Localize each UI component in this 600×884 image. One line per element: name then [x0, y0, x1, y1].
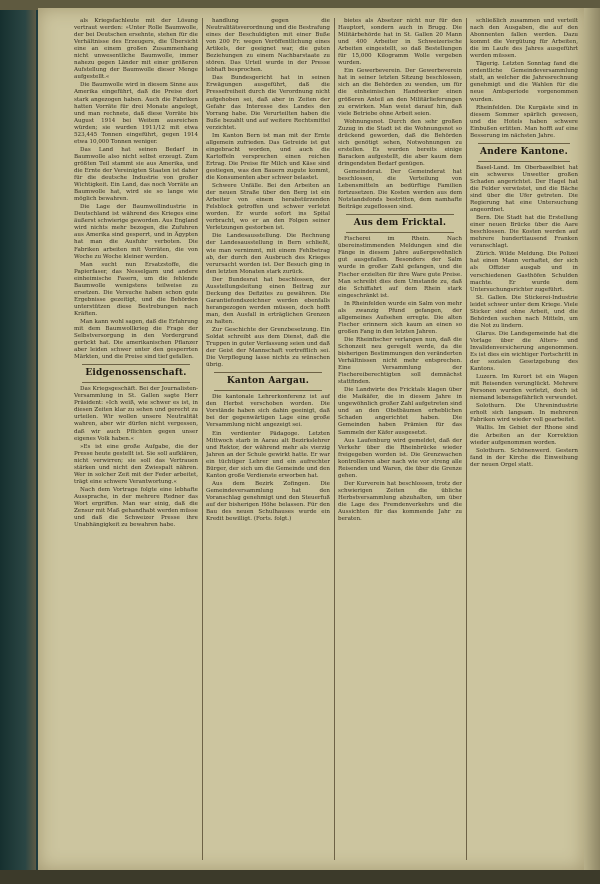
article-paragraph: bietes als Absetzer nicht nur für den Hauptort, sondern auch in Brugg. Die Militärbehörde hat in St. Gallen 20 Mann und 400 Arbeiter in Schweizerische Arbeiten eingestellt, so daß Bestellungen für 15,000 Kilogramm Wolle vergeben wurden.	[338, 18, 462, 67]
article-paragraph: Schwere Unfälle. Bei den Arbeiten an der neuen Straße über den Berg ist ein Arbeiter von einem herabstürzenden Felsblock getroffen und schwer verletzt worden. Er wurde sofort ins Spital verbracht, wo er an den Folgen seiner Verletzungen gestorben ist.	[206, 183, 330, 232]
section-divider	[346, 232, 454, 233]
newspaper-page	[38, 8, 584, 870]
article-paragraph: Die Lage der Baumwollindustrie in Deutschland ist während des Krieges eine äußerst schwierige geworden. Aus England wird nichts mehr bezogen, die Zufuhren aus Amerika sind gesperrt, und in Ägypten hat man die Ausfuhr verboten. Die Fabriken arbeiten mit Vorräten, die von Woche zu Woche kleiner werden.	[74, 204, 198, 260]
article-paragraph: Der Bundesrat hat beschlossen, der Ausstellungsleitung einen Beitrag zur Deckung des Defizites zu gewähren. Die Garantiefondszeichner werden ebenfalls herangezogen werden müssen, doch hofft man, den Ausfall in erträglichen Grenzen zu halten.	[206, 276, 330, 325]
article-paragraph: Luzern. Im Kurort ist ein Wagen mit Reisenden verunglückt. Mehrere Personen wurden verletzt, doch ist niemand lebensgefährlich verwundet.	[470, 374, 578, 402]
section-divider	[82, 382, 190, 383]
article-paragraph: »Es ist eine große Aufgabe, die der Presse heute gestellt ist. Sie soll aufklären, nicht verwirren; sie soll das Vertrauen stärken und nicht den Zwiespalt nähren. Wer in solcher Zeit mit der Feder arbeitet, trägt eine schwere Verantwortung.«	[74, 443, 198, 485]
page-right-edge	[584, 8, 600, 870]
column-rule	[202, 18, 203, 860]
article-paragraph: Ein Gewerbeverein. Der Gewerbeverein hat in seiner letzten Sitzung beschlossen, sich an die Behörden zu wenden, um für die einheimischen Handwerker einen größeren Anteil an den Militärlieferungen zu erwirken. Man weist darauf hin, daß viele Betriebe ohne Arbeit seien.	[338, 68, 462, 117]
article-paragraph: Bern. Die Stadt hat die Erstellung einer neuen Brücke über die Aare beschlossen. Die Kosten werden auf mehrere hunderttausend Franken veranschlagt.	[470, 215, 578, 250]
article-paragraph: Das Kriegsgeschäft. Bei der Journalisten-Versammlung in St. Gallen sagte Herr Präsident: »Ich weiß, wie schwer es ist, in diesen Zeiten klar zu sehen und gerecht zu urteilen. Wir wollen unsere Neutralität wahren, aber wir dürfen nicht vergessen, daß wir auch Pflichten gegen unser eigenes Volk haben.«	[74, 386, 198, 442]
article-paragraph: Rheinfelden. Die Kurgäste sind in diesem Sommer spärlich gewesen, und die Hotels haben schwere Einbußen erlitten. Man hofft auf eine Besserung im nächsten Jahre.	[470, 104, 578, 139]
article-paragraph: Wohnungsnot. Durch den sehr großen Zuzug in die Stadt ist die Wohnungsnot so drückend geworden, daß die Behörden sich genötigt sehen, Notwohnungen zu erstellen. Es wurden bereits einige Baracken aufgestellt, die aber kaum dem dringendsten Bedarf genügen.	[338, 118, 462, 167]
article-paragraph: Glarus. Die Landsgemeinde hat die Vorlage über die Alters- und Invalidenversicherung angenommen. Es ist dies ein wichtiger Fortschritt in der sozialen Gesetzgebung des Kantons.	[470, 330, 578, 373]
column-rule	[334, 18, 335, 860]
article-paragraph: schließlich zusammen und verteilt nach den Ausgaben, die auf den Abonnenten fallen werden. Dazu kommt die Vergütung für Arbeiten, die im Laufe des Jahres ausgeführt werden müssen.	[470, 18, 578, 60]
article-paragraph: Man kann wohl sagen, daß die Erfahrung mit dem Baumwollkrieg die Frage der Selbstversorgung in den Vordergrund gerückt hat. Die amerikanischen Pflanzer aber leiden schwer unter den gesperrten Märkten, und die Preise sind tief gefallen.	[74, 318, 198, 361]
book-binding	[0, 0, 36, 884]
article-paragraph: handlung gegen die Neutralitätsverordnung und die Bestrafung eines der Beschuldigten mit einer Buße von 200 Fr. wegen Veröffentlichung eines Artikels, der geeignet war, die guten Beziehungen zu einem Nachbarstaate zu stören. Das Urteil wurde in der Presse lebhaft besprochen.	[206, 18, 330, 74]
text-column-1	[74, 18, 198, 860]
article-paragraph: Die Landwirte des Fricktals klagen über die Maikäfer, die in diesem Jahre in ungewöhnlich großer Zahl aufgetreten sind und an den Obstbäumen erheblichen Schaden angerichtet haben. Die Gemeinden haben Prämien für das Sammeln der Käfer ausgesetzt.	[338, 387, 462, 436]
article-paragraph: St. Gallen. Die Stickerei-Industrie leidet schwer unter dem Kriege. Viele Sticker sind ohne Arbeit, und die Behörden suchen nach Mitteln, um die Not zu lindern.	[470, 294, 578, 329]
article-paragraph: Das Bundesgericht hat in seinen Erwägungen ausgeführt, daß die Pressefreiheit durch die Verordnung nicht aufgehoben sei, daß aber in Zeiten der Gefahr das Interesse des Landes den Vorrang habe. Die Verurteilten haben die Buße bezahlt und auf weitere Rechtsmittel verzichtet.	[206, 75, 330, 131]
section-divider	[214, 372, 322, 373]
section-divider	[346, 214, 454, 215]
article-paragraph: Die Baumwolle wird in diesem Sinne aus Amerika eingeführt, daß die Preise dort stark angezogen haben. Auch die Fabriken hatten Vorräte für drei Monate angelegt, und man rechnete, daß diese Vorräte bis August 1914 bei Weitem ausreichen würden; sie wurden 1911/12 mit etwa 523,445 Tonnen eingeführt, gegen 1914 etwa 10,000 Tonnen weniger.	[74, 82, 198, 145]
article-paragraph: Basel-Land. Im Oberbaselbiet hat ein schweres Unwetter großen Schaden angerichtet. Der Hagel hat die Felder verwüstet, und die Bäche sind über die Ufer getreten. Die Regierung hat eine Untersuchung angeordnet.	[470, 164, 578, 214]
article-paragraph: Die kantonale Lehrerkonferenz ist auf den Herbst verschoben worden. Die Vorstände haben sich dahin geeinigt, daß bei der gegenwärtigen Lage eine große Versammlung nicht angezeigt sei.	[206, 394, 330, 429]
section-divider	[478, 143, 570, 144]
section-heading: Eidgenossenschaft.	[85, 368, 187, 379]
article-paragraph: Solothurn. Die Uhrenindustrie erholt sich langsam. In mehreren Fabriken wird wieder voll gearbeitet.	[470, 403, 578, 424]
article-paragraph: Zur Geschichte der Grenzbesetzung. Ein Soldat schreibt aus dem Dienst, daß die Truppen in guter Verfassung seien und daß der Geist der Mannschaft vortrefflich sei. Die Verpflegung lasse nichts zu wünschen übrig.	[206, 327, 330, 369]
article-paragraph: Ein verdienter Pädagoge. Letzten Mittwoch starb in Aarau alt Bezirkslehrer und Rektor, der während mehr als vierzig Jahren an der Schule gewirkt hatte. Er war ein tüchtiger Lehrer und ein aufrechter Bürger, der sich um die Gemeinde und den Kanton große Verdienste erworben hat.	[206, 430, 330, 479]
article-paragraph: Der Kurverein hat beschlossen, trotz der schwierigen Zeiten die übliche Herbstversammlung abzuhalten, um über die Lage des Fremdenverkehrs und die Aussichten für das kommende Jahr zu beraten.	[338, 480, 462, 523]
article-paragraph: Solothurn. Schönenwerd. Gestern fand in der Kirche die Einweihung der neuen Orgel statt.	[470, 447, 578, 468]
article-paragraph: Man sucht nun Ersatzstoffe, die Papierfaser, das Nesselgarn und andere einheimische Fasern, um die fehlende Baumwolle wenigstens teilweise zu ersetzen. Die Versuche haben schon gute Ergebnisse gezeitigt, und die Behörden unterstützen diese Bestrebungen nach Kräften.	[74, 261, 198, 317]
article-paragraph: Wallis. Im Gebiet der Rhone sind die Arbeiten an der Korrektion wieder aufgenommen worden.	[470, 425, 578, 446]
column-rule	[466, 18, 467, 860]
section-divider	[214, 390, 322, 391]
section-divider	[478, 161, 570, 162]
article-paragraph: Aus Laufenburg wird gemeldet, daß der Verkehr über die Rheinbrücke wieder freigegeben worden ist. Die Grenzwachen kontrollieren aber nach wie vor streng alle Reisenden und Waren, die über die Grenze gehen.	[338, 437, 462, 479]
article-paragraph: Fischerei im Rhein. Nach übereinstimmenden Meldungen sind die Fänge in diesem Jahre außergewöhnlich gut ausgefallen. Besonders der Salm wurde in großer Zahl gefangen, und die Fischer erzielten für ihre Ware gute Preise. Man schreibt dies dem Umstande zu, daß die Schiffahrt auf dem Rhein stark eingeschränkt ist.	[338, 236, 462, 299]
article-paragraph: In Rheinfelden wurde ein Salm von mehr als zwanzig Pfund gefangen, der allgemeines Aufsehen erregte. Die alten Fischer erinnern sich kaum an einen so großen Fang in den letzten Jahren.	[338, 300, 462, 335]
article-paragraph: Die Landesausstellung. Die Rechnung der Landesausstellung in Bern schließt, wie man vernimmt, mit einem Fehlbetrag ab, der durch den Ausbruch des Krieges verursacht worden ist. Der Besuch ging in den letzten Monaten stark zurück.	[206, 233, 330, 275]
section-heading: Aus dem Fricktal.	[353, 218, 447, 229]
article-paragraph: Die Rheinfischer verlangen nun, daß die Schonzeit neu geregelt werde, da die bisherigen Bestimmungen den veränderten Verhältnissen nicht mehr entsprechen. Eine Versammlung der Fischereiberechtigten soll demnächst stattfinden.	[338, 336, 462, 386]
article-paragraph: Zürich. Wilde Meldung. Die Polizei hat einen Mann verhaftet, der sich als Offizier ausgab und in verschiedenen Gasthöfen Schulden machte. Er wurde dem Untersuchungsrichter zugeführt.	[470, 251, 578, 293]
section-heading: Andere Kantone.	[480, 146, 568, 157]
text-column-4	[470, 18, 578, 860]
article-paragraph: Im Kanton Bern ist man mit der Ernte allgemein zufrieden. Das Getreide ist gut eingebracht worden, und auch die Kartoffeln versprechen einen reichen Ertrag. Die Preise für Milch und Käse sind gestiegen, was den Bauern zugute kommt, die Konsumenten aber schwer belastet.	[206, 132, 330, 182]
article-paragraph: Gemeinderat. Der Gemeinderat hat beschlossen, die Verteilung von Lebensmitteln an bedürftige Familien fortzusetzen. Die Kosten werden aus dem Notstandsfonds bestritten, dem namhafte Beiträge zugeflossen sind.	[338, 168, 462, 211]
scan-edge-bottom	[0, 870, 600, 884]
article-paragraph: Tägerig. Letzten Sonntag fand die ordentliche Gemeindeversammlung statt, an welcher die Jahresrechnung genehmigt und die Wahlen für die neue Amtsperiode vorgenommen wurden.	[470, 61, 578, 103]
article-paragraph: Das Land hat seinen Bedarf in Baumwolle also nicht selbst erzeugt. Zum größten Teil stammt sie aus Amerika, und die Ernte der Vereinigten Staaten ist daher für die deutsche Industrie von großer Wichtigkeit. Ein Land, das noch Vorräte an Baumwolle hat, wird sie so lange wie möglich bewahren.	[74, 146, 198, 203]
section-divider	[82, 364, 190, 365]
article-paragraph: Aus dem Bezirk Zofingen. Die Gemeindeversammlung hat den Voranschlag genehmigt und den Steuerfuß auf der bisherigen Höhe belassen. Für den Bau des neuen Schulhauses wurde ein Kredit bewilligt. (Forts. folgt.)	[206, 480, 330, 523]
article-paragraph: Nach dem Vortrage folgte eine lebhafte Aussprache, in der mehrere Redner das Wort ergriffen. Man war einig, daß die Zensur mit Maß gehandhabt werden müsse und daß die Schweizer Presse ihre Unabhängigkeit zu bewahren habe.	[74, 486, 198, 529]
text-column-3	[338, 18, 462, 860]
section-heading: Kanton Aargau.	[226, 376, 310, 387]
text-column-2	[206, 18, 330, 860]
article-paragraph: als Kriegsfachleute mit der Lösung vertraut werden: »Unter Rolle Baumwolle, der bei Deutschen ersehnte, stehen für die Verhältnisse des Erzeugers, die Übersicht eine an einem großen Zusammenhang nicht unwesentliche Baumwolle, immer nahezu gegen Länder mit einer größeren Aufstellung der Baumwolle dieser Menge aufgestellt.«	[74, 18, 198, 81]
